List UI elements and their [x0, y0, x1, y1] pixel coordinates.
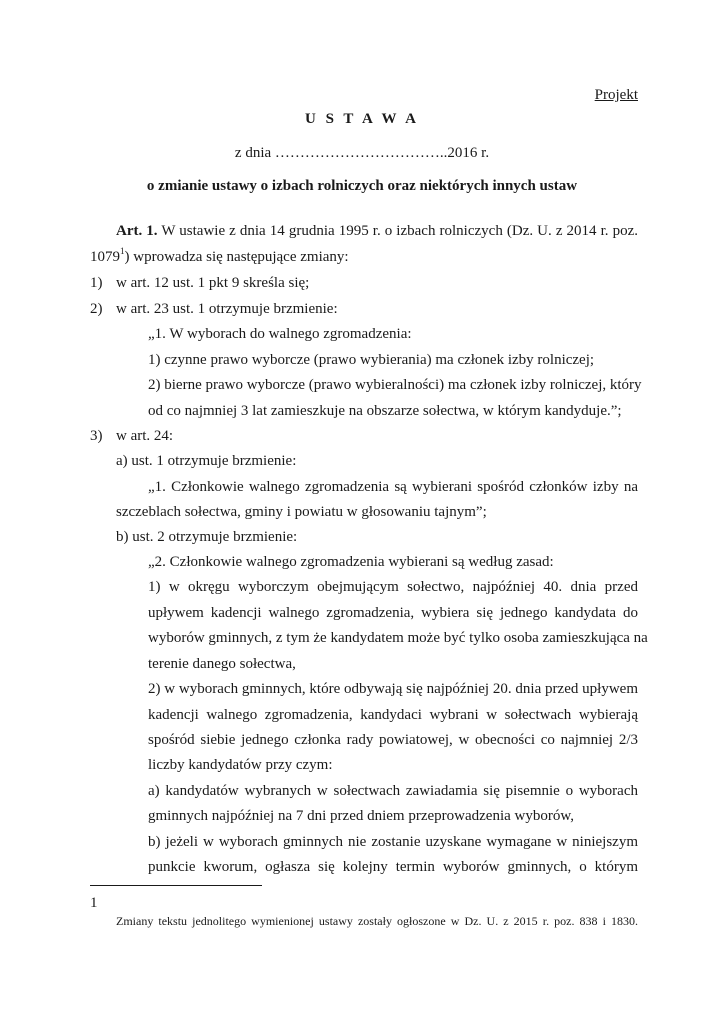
footnote-number: 1 [90, 895, 98, 911]
sub-item-a: a) ust. 1 otrzymuje brzmienie: [116, 453, 297, 469]
quote-a-line1: „1. Członkowie walnego zgromadzenia są wybierani spośród członków izby na [148, 479, 638, 495]
quote-b-line5: terenie danego sołectwa, [148, 656, 296, 672]
item-number-2: 2) [90, 301, 103, 317]
quote-b-line1: „2. Członkowie walnego zgromadzenia wybierani są według zasad: [148, 554, 554, 570]
item-text-2: w art. 23 ust. 1 otrzymuje brzmienie: [116, 301, 338, 317]
footnote-ref: 1 [120, 246, 125, 256]
quote-2-line2: 1) czynne prawo wyborcze (prawo wybierania) ma członek izby rolniczej; [148, 352, 595, 368]
footnote-separator [90, 885, 262, 886]
journal-position: 1079 [90, 249, 120, 265]
quote-2-line3: 2) bierne prawo wyborcze (prawo wybieralności) ma członek izby rolniczej, który [148, 377, 642, 393]
art1-intro-line1 [116, 224, 638, 239]
item-text-1: w art. 12 ust. 1 pkt 9 skreśla się; [116, 275, 310, 291]
art1-intro-text: W ustawie z dnia 14 grudnia 1995 r. o izbach rolniczych (Dz. U. z 2014 r. poz. [157, 223, 638, 239]
quote-b-line11: gminnych najpóźniej na 7 dni przed dniem przeprowadzenia wyborów, [148, 808, 574, 824]
item-text-3: w art. 24: [116, 428, 174, 444]
footnote-text: Zmiany tekstu jednolitego wymienionej ustawy zostały ogłoszone w Dz. U. z 2015 r. poz. 838 i 1830. [116, 914, 638, 928]
art1-label: Art. 1. [116, 223, 158, 239]
projekt-label: Projekt [594, 87, 638, 103]
quote-b-line7: kadencji walnego zgromadzenia, kandydaci wybrani w sołectwach wybierają [148, 707, 638, 723]
quote-b-line4: wyborów gminnych, z tym że kandydatem może być tylko osoba zamieszkująca na [148, 630, 648, 646]
document-subtitle: o zmianie ustawy o izbach rolniczych oraz niektórych innych ustaw [146, 178, 578, 194]
quote-b-line12: b) jeżeli w wyborach gminnych nie zostanie uzyskane wymagane w niniejszym [148, 834, 638, 850]
date-line: z dnia ……………………………..2016 r. [234, 145, 490, 161]
art1-intro-continuation: ) wprowadza się następujące zmiany: [124, 249, 349, 265]
quote-b-line8: spośród siebie jednego członka rady powiatowej, w obecności co najmniej 2/3 [148, 732, 638, 748]
item-number-3: 3) [90, 428, 103, 444]
item-number-1: 1) [90, 275, 103, 291]
sub-item-b: b) ust. 2 otrzymuje brzmienie: [116, 529, 298, 545]
quote-b-line13: punkcie kworum, ogłasza się kolejny termin wyborów gminnych, o którym [148, 859, 638, 875]
art1-intro-line2 [90, 246, 349, 265]
quote-b-line3: upływem kadencji walnego zgromadzenia, wybiera się jednego kandydata do [148, 605, 638, 621]
quote-b-line2: 1) w okręgu wyborczym obejmującym sołectwo, najpóźniej 40. dnia przed [148, 579, 638, 595]
quote-a-line2: szczeblach sołectwa, gminy i powiatu w głosowaniu tajnym”; [116, 504, 487, 520]
quote-2-line4: od co najmniej 3 lat zamieszkuje na obszarze sołectwa, w którym kandyduje.”; [148, 403, 622, 419]
quote-b-line6: 2) w wyborach gminnych, które odbywają się najpóźniej 20. dnia przed upływem [148, 681, 638, 697]
quote-b-line9: liczby kandydatów przy czym: [148, 757, 333, 773]
quote-2-line1: „1. W wyborach do walnego zgromadzenia: [148, 326, 412, 342]
quote-b-line10: a) kandydatów wybranych w sołectwach zawiadamia się pisemnie o wyborach [148, 783, 638, 799]
document-title: U S T A W A [304, 111, 420, 127]
